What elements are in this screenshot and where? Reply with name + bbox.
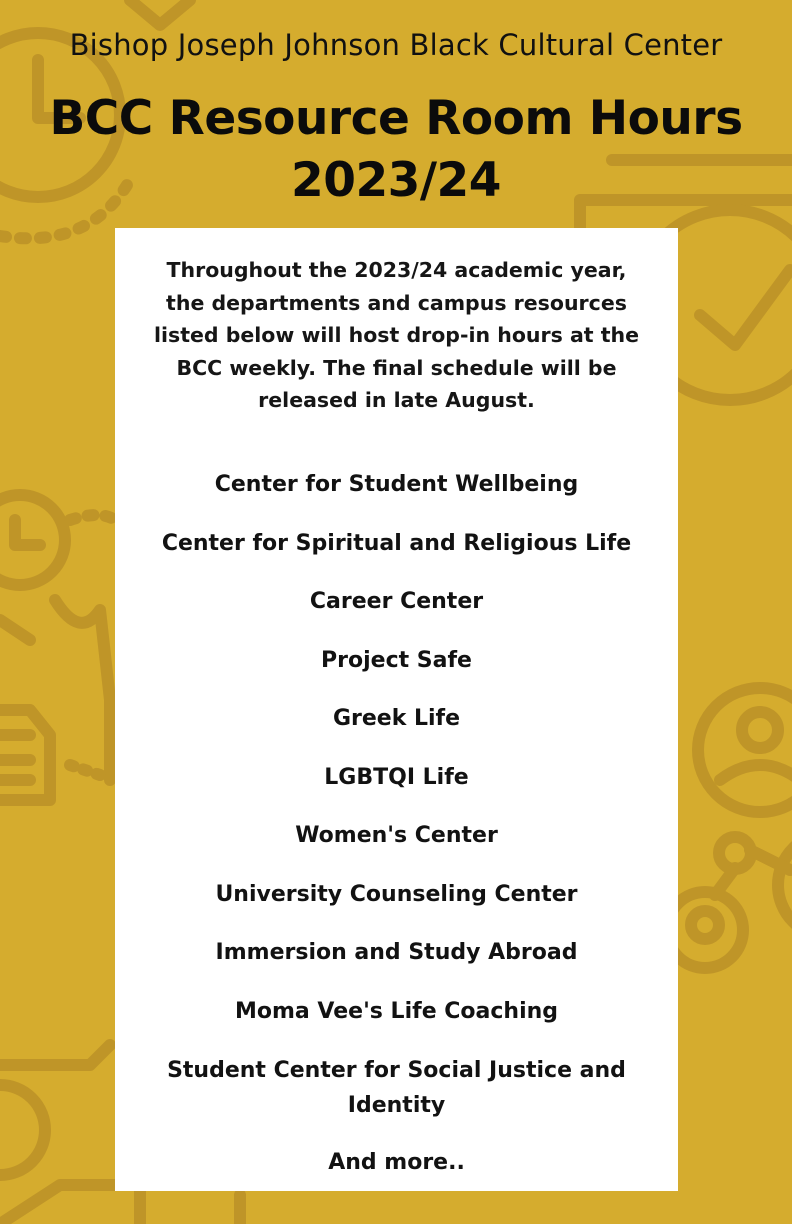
small-clock-icon [0, 495, 115, 585]
resource-item: Center for Student Wellbeing [214, 472, 579, 497]
resource-item: Women's Center [295, 823, 498, 848]
resource-item: Career Center [309, 589, 484, 614]
resource-card [115, 228, 678, 1191]
top-lines-icon [130, 0, 190, 25]
title-line-2: 2023/24 [291, 153, 501, 208]
page-title [0, 88, 792, 212]
center-name: Bishop Joseph Johnson Black Cultural Center [69, 28, 723, 62]
resource-item: LGBTQI Life [324, 765, 469, 790]
resource-item: Immersion and Study Abroad [215, 940, 578, 965]
resource-item: Student Center for Social Justice and Identity [167, 1058, 626, 1118]
resource-item: University Counseling Center [215, 882, 578, 907]
document-icon [0, 710, 100, 800]
resource-item: Moma Vee's Life Coaching [234, 999, 559, 1024]
resource-item: And more.. [328, 1150, 465, 1175]
people-network-icon [667, 688, 792, 968]
resource-item: Greek Life [332, 706, 461, 731]
resource-item: Project Safe [321, 648, 472, 673]
intro-paragraph: Throughout the 2023/24 academic year, the departments and campus resources listed below will host drop-in hours at the BCC weekly. The final schedule will be released in late August. [153, 258, 640, 412]
resource-item: Center for Spiritual and Religious Life [161, 531, 632, 556]
title-line-1: BCC Resource Room Hours [49, 91, 743, 146]
